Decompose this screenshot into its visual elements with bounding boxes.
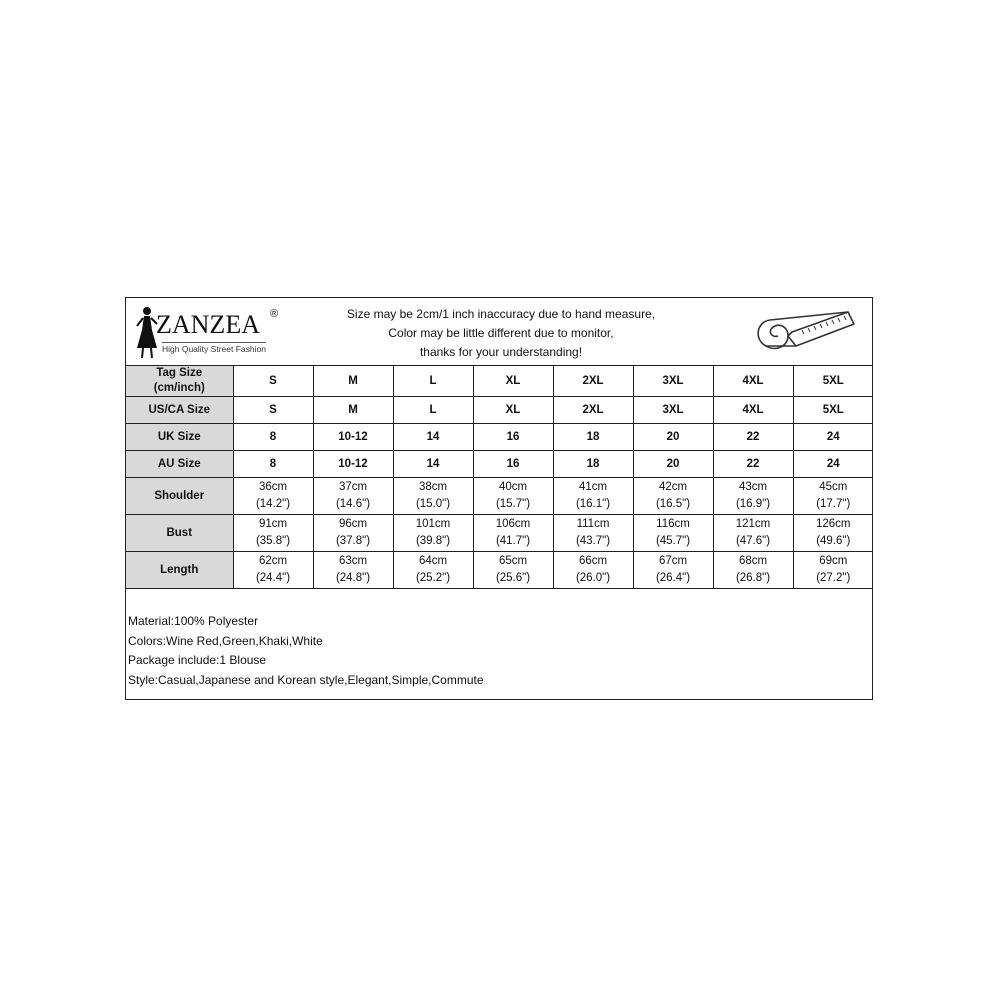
cm-value: 42cm (658, 481, 688, 493)
size-table (126, 366, 873, 589)
size-chart (125, 297, 873, 700)
brand-logo (134, 304, 294, 360)
inch-value: (26.4") (655, 572, 691, 584)
tag-size-cell: S (233, 366, 313, 397)
measurement-cell (393, 478, 473, 515)
measurement-cell (633, 515, 713, 552)
uk-size-row (126, 424, 873, 451)
measurement-cell (553, 515, 633, 552)
cm-value: 69cm (819, 555, 848, 567)
size-cell: 3XL (633, 397, 713, 424)
shoulder-row (126, 478, 873, 515)
notice-line: Color may be little different due to monitor, (388, 326, 614, 340)
size-cell: 8 (233, 424, 313, 451)
row-header: UK Size (126, 424, 233, 451)
size-cell: 16 (473, 424, 553, 451)
inch-value: (16.1") (575, 498, 611, 510)
inch-value: (39.8") (415, 535, 451, 547)
row-header: AU Size (126, 451, 233, 478)
measurement-cell (233, 515, 313, 552)
cm-value: 66cm (578, 555, 608, 567)
size-cell: 14 (393, 451, 473, 478)
inch-value: (25.6") (495, 572, 531, 584)
row-header: Length (126, 552, 233, 589)
row-header: Bust (126, 515, 233, 552)
measurement-cell (553, 478, 633, 515)
size-cell: M (313, 397, 393, 424)
cm-value: 62cm (258, 555, 288, 567)
cm-value: 38cm (418, 481, 448, 493)
tag-size-cell: 5XL (793, 366, 873, 397)
tag-size-cell: 4XL (713, 366, 793, 397)
measurement-cell (633, 552, 713, 589)
notice-line: thanks for your understanding! (419, 345, 583, 359)
inch-value: (27.2") (816, 572, 851, 584)
cm-value: 43cm (738, 481, 768, 493)
tag-size-cell: L (393, 366, 473, 397)
inch-value: (47.6") (735, 535, 771, 547)
measurement-cell (793, 515, 873, 552)
cm-value: 63cm (338, 555, 368, 567)
measurement-cell (233, 552, 313, 589)
size-cell: 18 (553, 424, 633, 451)
cm-value: 111cm (576, 518, 610, 530)
size-cell: 22 (713, 451, 793, 478)
cm-value: 45cm (819, 481, 848, 493)
tag-size-cell: 3XL (633, 366, 713, 397)
measurement-cell (633, 478, 713, 515)
size-cell: 14 (393, 424, 473, 451)
inch-value: (14.6") (335, 498, 371, 510)
measurement-cell (713, 552, 793, 589)
cm-value: 36cm (258, 481, 288, 493)
measurement-cell (473, 515, 553, 552)
tag-size-cell: M (313, 366, 393, 397)
size-cell: 10-12 (313, 451, 393, 478)
inch-value: (15.7") (495, 498, 531, 510)
inch-value: (41.7") (495, 535, 531, 547)
cm-value: 40cm (498, 481, 528, 493)
tag-size-row (126, 366, 873, 397)
size-cell: S (233, 397, 313, 424)
measurement-cell (793, 552, 873, 589)
inch-value: (37.8") (335, 535, 371, 547)
brand-name: ZANZEA (156, 310, 260, 339)
size-cell: 16 (473, 451, 553, 478)
inch-value: (26.8") (735, 572, 771, 584)
inch-value: (25.2") (415, 572, 451, 584)
inch-value: (26.0") (575, 572, 611, 584)
measurement-cell (313, 478, 393, 515)
size-cell: 24 (793, 451, 873, 478)
inch-value: (35.8") (255, 535, 291, 547)
size-cell: 8 (233, 451, 313, 478)
measurement-cell (713, 478, 793, 515)
measurement-cell (793, 478, 873, 515)
measurement-cell (473, 478, 553, 515)
material-text: Material:100% Polyester (128, 614, 259, 628)
size-cell: 24 (793, 424, 873, 451)
cm-value: 41cm (578, 481, 608, 493)
measuring-tape-icon (748, 300, 860, 364)
size-cell: XL (473, 397, 553, 424)
product-info (128, 612, 484, 690)
us-ca-size-row (126, 397, 873, 424)
measurement-cell (393, 552, 473, 589)
length-row (126, 552, 873, 589)
measurement-cell (713, 515, 793, 552)
inch-value: (16.5") (655, 498, 691, 510)
row-header: US/CA Size (126, 397, 233, 424)
measurement-cell (393, 515, 473, 552)
measurement-cell (313, 515, 393, 552)
cm-value: 96cm (338, 518, 368, 530)
cm-value: 116cm (656, 518, 690, 530)
inch-value: (49.6") (816, 535, 851, 547)
size-cell: 22 (713, 424, 793, 451)
size-cell: 20 (633, 451, 713, 478)
cm-value: 126cm (815, 518, 851, 530)
cm-value: 64cm (418, 555, 448, 567)
measurement-cell (473, 552, 553, 589)
size-cell: L (393, 397, 473, 424)
tag-size-cell: 2XL (553, 366, 633, 397)
inch-value: (43.7") (575, 535, 611, 547)
size-cell: 20 (633, 424, 713, 451)
row-header: Shoulder (126, 478, 233, 515)
inch-value: (24.4") (255, 572, 291, 584)
cm-value: 68cm (738, 555, 768, 567)
cm-value: 91cm (258, 518, 288, 530)
bust-row (126, 515, 873, 552)
size-cell: 10-12 (313, 424, 393, 451)
notice-line: Size may be 2cm/1 inch inaccuracy due to hand measure, (346, 307, 656, 321)
size-cell: 2XL (553, 397, 633, 424)
size-cell: 4XL (713, 397, 793, 424)
inch-value: (24.8") (335, 572, 371, 584)
size-cell: 18 (553, 451, 633, 478)
row-header: Tag Size (cm/inch) (126, 366, 233, 397)
registered-mark: ® (270, 308, 279, 320)
cm-value: 67cm (658, 555, 688, 567)
measurement-cell (553, 552, 633, 589)
measurement-cell (233, 478, 313, 515)
brand-tagline: High Quality Street Fashion (162, 344, 266, 354)
au-size-row (126, 451, 873, 478)
style-text: Style:Casual,Japanese and Korean style,Elegant,Simple,Commute (128, 672, 484, 687)
cm-value: 101cm (415, 518, 451, 530)
cm-value: 106cm (495, 518, 531, 530)
measurement-cell (313, 552, 393, 589)
colors-text: Colors:Wine Red,Green,Khaki,White (128, 633, 323, 648)
inch-value: (17.7") (816, 498, 851, 510)
cm-value: 65cm (498, 555, 528, 567)
cm-value: 121cm (735, 518, 771, 530)
inch-value: (45.7") (655, 535, 691, 547)
measurement-notice (306, 305, 696, 362)
size-chart-header (126, 298, 872, 366)
package-text: Package include:1 Blouse (128, 653, 267, 667)
inch-value: (16.9") (735, 498, 771, 510)
inch-value: (14.2") (255, 498, 291, 510)
size-cell: 5XL (793, 397, 873, 424)
cm-value: 37cm (338, 481, 368, 493)
tag-size-cell: XL (473, 366, 553, 397)
inch-value: (15.0") (415, 498, 451, 510)
